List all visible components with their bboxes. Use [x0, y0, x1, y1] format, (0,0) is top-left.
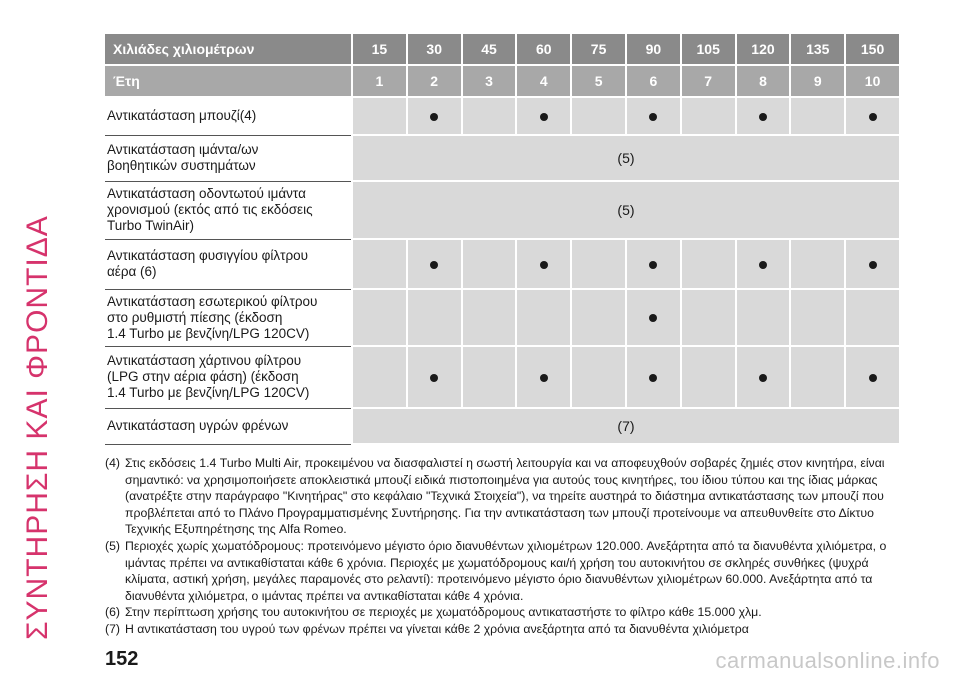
year-header-cell: 1: [352, 65, 407, 97]
schedule-cell: [790, 346, 845, 408]
dot-icon: [540, 261, 548, 269]
row-label-line: βοηθητικών συστημάτων: [107, 158, 256, 173]
km-header-cell: 45: [462, 34, 517, 65]
schedule-cell: [681, 97, 736, 135]
footnote: [105, 538, 905, 604]
year-header-cell: 8: [736, 65, 791, 97]
header-row-km: [105, 34, 900, 65]
footnote: [105, 621, 905, 638]
schedule-cell: [626, 346, 681, 408]
row-label-line: αέρα (6): [107, 264, 157, 279]
footnote-number: (4): [105, 456, 121, 470]
year-header-cell: 10: [845, 65, 900, 97]
row-label: [105, 97, 352, 135]
dot-icon: [430, 113, 438, 121]
footnote-number: (7): [105, 621, 121, 636]
footnote-number: (5): [105, 538, 121, 553]
row-label-line: Αντικατάσταση μπουζί(4): [107, 108, 257, 124]
footnotes: [105, 455, 905, 638]
km-header-cell: 90: [626, 34, 681, 65]
schedule-cell: [516, 239, 571, 289]
row-label: [105, 289, 352, 346]
dot-icon: [540, 113, 548, 121]
dot-icon: [759, 374, 767, 382]
row-label-line: Turbo TwinAir): [107, 218, 195, 233]
dot-icon: [649, 314, 657, 322]
footnote: [105, 604, 905, 621]
km-header-cell: 75: [571, 34, 626, 65]
schedule-cell: [516, 97, 571, 135]
footnote: [105, 455, 905, 538]
row-label-line: Αντικατάσταση ιμάντα/ων: [107, 142, 259, 157]
maintenance-schedule-table: [105, 34, 901, 445]
row-label-line: Αντικατάσταση φυσιγγίου φίλτρου: [107, 248, 309, 263]
schedule-cell: [845, 97, 900, 135]
dot-icon: [430, 261, 438, 269]
span-note-cell: (5): [352, 181, 900, 239]
year-header-cell: 4: [516, 65, 571, 97]
section-side-title: ΣΥΝΤΗΡΗΣΗ ΚΑΙ ΦΡΟΝΤΙΔΑ: [21, 215, 54, 640]
row-label: [105, 346, 352, 408]
schedule-cell: [790, 289, 845, 346]
schedule-cell: [736, 97, 791, 135]
row-label-line: Αντικατάσταση υγρών φρένων: [107, 418, 289, 433]
schedule-cell: [407, 97, 462, 135]
schedule-row: [105, 181, 900, 239]
schedule-cell: [407, 289, 462, 346]
year-header-cell: 6: [626, 65, 681, 97]
watermark: carmanualsonline.info: [715, 648, 940, 673]
schedule-cell: [626, 239, 681, 289]
row-label-line: Αντικατάσταση χάρτινου φίλτρου: [107, 353, 302, 368]
schedule-cell: [736, 346, 791, 408]
footnote-number: (6): [105, 605, 121, 620]
schedule-row: [105, 346, 900, 408]
row-label: [105, 135, 352, 181]
page-number: 152: [105, 648, 139, 670]
schedule-row: [105, 239, 900, 289]
schedule-cell: [571, 239, 626, 289]
km-header-cell: 105: [681, 34, 736, 65]
schedule-cell: [462, 239, 517, 289]
schedule-cell: [462, 289, 517, 346]
span-note-cell: (5): [352, 135, 900, 181]
schedule-cell: [845, 239, 900, 289]
schedule-cell: [790, 97, 845, 135]
dot-icon: [540, 374, 548, 382]
schedule-cell: [407, 346, 462, 408]
dot-icon: [649, 261, 657, 269]
schedule-cell: [352, 346, 407, 408]
row-label-line: (LPG στην αέρια φάση) (έκδοση: [107, 369, 299, 384]
km-header-cell: 120: [736, 34, 791, 65]
year-header-cell: 9: [790, 65, 845, 97]
schedule-cell: [736, 289, 791, 346]
year-header-cell: 3: [462, 65, 517, 97]
schedule-cell: [626, 97, 681, 135]
dot-icon: [759, 113, 767, 121]
schedule-cell: [352, 289, 407, 346]
km-header-label: Χιλιάδες χιλιομέτρων: [105, 34, 352, 65]
schedule-cell: [352, 97, 407, 135]
schedule-cell: [571, 346, 626, 408]
dot-icon: [430, 374, 438, 382]
dot-icon: [759, 261, 767, 269]
row-label-line: Αντικατάσταση οδοντωτού ιμάντα: [107, 186, 306, 201]
row-label: [105, 181, 352, 239]
schedule-row: [105, 408, 900, 444]
km-header-cell: 150: [845, 34, 900, 65]
dot-icon: [649, 374, 657, 382]
dot-icon: [869, 374, 877, 382]
schedule-cell: [352, 239, 407, 289]
schedule-cell: [681, 239, 736, 289]
km-header-cell: 15: [352, 34, 407, 65]
schedule-cell: [516, 289, 571, 346]
schedule-cell: [790, 239, 845, 289]
km-header-cell: 60: [516, 34, 571, 65]
row-label-line: 1.4 Turbo με βενζίνη/LPG 120CV): [107, 385, 310, 400]
footnote-text: Στην περίπτωση χρήσης του αυτοκινήτου σε περιοχές με χωματόδρομους αντικαταστήστε το φίλτρο κάθε 15.000 χλμ.: [125, 605, 762, 620]
dot-icon: [869, 261, 877, 269]
km-header-cell: 135: [790, 34, 845, 65]
schedule-row: [105, 289, 900, 346]
year-header-cell: 7: [681, 65, 736, 97]
schedule-cell: [845, 346, 900, 408]
schedule-cell: [845, 289, 900, 346]
schedule-cell: [681, 289, 736, 346]
row-label-line: Αντικατάσταση εσωτερικού φίλτρου: [107, 293, 318, 309]
schedule-cell: [736, 239, 791, 289]
year-header-cell: 5: [571, 65, 626, 97]
row-label: [105, 408, 352, 444]
footnote-text: Περιοχές χωρίς χωματόδρομους: προτεινόμενο μέγιστο όριο διανυθέντων χιλιομέτρων 120.000. Ανεξάρτητα από τα διανυθέντα χιλιόμετρα, ο ιμάντας πρέπει να αντικαθίσταται κάθε 6 χρόνια. Περιοχές με χωματόδρομους και/ή χρήση του αυτοκινήτου σε σκληρές συνθήκες (ψυχρά κλίματα, αστική χρήση, μεγάλες παραμονές στο ρελαντί): προτεινόμενο μέγιστο όριο διανυθέντων χιλιομέτρων 60.000. Ανεξάρτητα από τα διανυθέντα χιλιόμετρα, ο ιμάντας πρέπει να αντικαθίσταται κάθε 4 χρόνια.: [125, 538, 887, 603]
schedule-row: [105, 97, 900, 135]
dot-icon: [649, 113, 657, 121]
schedule-cell: [571, 97, 626, 135]
row-label-line: 1.4 Turbo με βενζίνη/LPG 120CV): [107, 325, 310, 341]
footnote-text: Στις εκδόσεις 1.4 Turbo Multi Air, προκειμένου να διασφαλιστεί η σωστή λειτουργία και να αποφευχθούν σοβαρές ζημιές στον κινητήρα, είναι σημαντικό: να χρησιμοποιήσετε αποκλειστικά μπουζί ειδικά πιστοποιημένα για αυτούς τους κινητήρες, του ίδιου τύπου και της ίδιας μάρκας (ανατρέξτε στην παράγραφο "Κινητήρας" στο κεφάλαιο "Τεχνικά Στοιχεία"), να τηρείτε αυστηρά το διάστημα αντικατάστασης των μπουζί που προβλέπεται από το Πλάνο Προγραμματισμένης Συντήρησης. Για την αντικατάσταση των μπουζί προτείνουμε να απευθυνθείτε στο Δίκτυο Τεχνικής Εξυπηρέτησης της Alfa Romeo.: [125, 456, 885, 537]
schedule-cell: [571, 289, 626, 346]
schedule-cell: [407, 239, 462, 289]
year-header-cell: 2: [407, 65, 462, 97]
years-header-label: Έτη: [105, 65, 352, 97]
schedule-cell: [462, 97, 517, 135]
footnote-text: Η αντικατάσταση του υγρού των φρένων πρέπει να γίνεται κάθε 2 χρόνια ανεξάρτητα από τα διανυθέντα χιλιόμετρα: [125, 621, 749, 636]
schedule-cell: [516, 346, 571, 408]
schedule-cell: [626, 289, 681, 346]
header-row-years: [105, 65, 900, 97]
schedule-cell: [462, 346, 517, 408]
schedule-row: [105, 135, 900, 181]
row-label: [105, 239, 352, 289]
row-label-line: χρονισμού (εκτός από τις εκδόσεις: [107, 202, 313, 217]
span-note-cell: (7): [352, 408, 900, 444]
row-label-line: στο ρυθμιστή πίεσης (έκδοση: [107, 309, 283, 325]
schedule-cell: [681, 346, 736, 408]
dot-icon: [869, 113, 877, 121]
km-header-cell: 30: [407, 34, 462, 65]
